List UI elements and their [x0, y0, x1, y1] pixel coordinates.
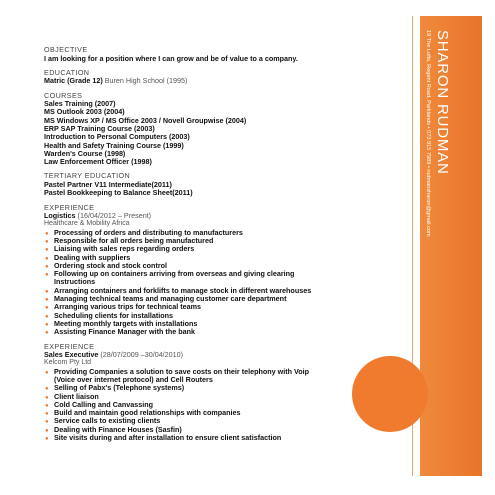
- bullet-icon: ●: [45, 402, 49, 409]
- bullet-icon: ●: [45, 305, 49, 312]
- bullet-icon: ●: [45, 255, 49, 262]
- bullet-icon: ●: [45, 247, 49, 254]
- list-item: ● Processing of orders and distributing to manufacturers: [45, 227, 243, 237]
- education-entry: [44, 77, 404, 85]
- course-item: Sales Training (2007): [44, 99, 116, 109]
- list-item-continuation: (Voice over internet protocol) and Cell Routers: [54, 374, 213, 384]
- list-item: ● Arranging various trips for technical teams: [45, 302, 201, 312]
- bullet-icon: ●: [45, 313, 49, 320]
- bullet-icon: ●: [45, 288, 49, 295]
- job-dates: (16/04/2012 – Present): [75, 211, 152, 221]
- job-title-row: [44, 212, 404, 220]
- job-title-row: [44, 351, 404, 359]
- course-item: Warden's Course (1998): [44, 148, 126, 158]
- list-item: ● Meeting monthly targets with installations: [45, 318, 198, 328]
- list-item: ● Dealing with suppliers: [45, 252, 131, 262]
- bullet-icon: ●: [45, 369, 49, 376]
- list-item: ● Build and maintain good relationships with companies: [45, 408, 241, 418]
- experience-heading: EXPERIENCE: [44, 341, 95, 351]
- courses-heading: COURSES: [44, 90, 83, 100]
- list-item: ● Managing technical teams and managing customer care department: [45, 294, 287, 304]
- education-heading: EDUCATION: [44, 67, 90, 77]
- tertiary-item: Pastel Partner V11 Intermediate(2011): [44, 179, 172, 189]
- bullet-icon: ●: [45, 272, 49, 279]
- objective-text: I am looking for a position where I can grow and be of value to a company.: [44, 53, 298, 63]
- list-item-continuation: Instructions: [54, 277, 96, 287]
- course-item: Law Enforcement Officer (1998): [44, 157, 152, 167]
- job-company: Healthcare & Mobility Africa: [44, 220, 130, 228]
- tertiary-heading: TERTIARY EDUCATION: [44, 171, 131, 181]
- bullet-icon: ●: [45, 238, 49, 245]
- resume-content: [44, 46, 404, 442]
- candidate-name: SHARON RUDMAN: [434, 30, 451, 175]
- list-item: ● Dealing with Finance Houses (Sasfin): [45, 424, 182, 434]
- bullet-icon: ●: [45, 386, 49, 393]
- course-item: ERP SAP Training Course (2003): [44, 123, 155, 133]
- list-item: ● Service calls to existing clients: [45, 416, 161, 426]
- list-item: ● Providing Companies a solution to save costs on their telephony with Voip: [45, 366, 310, 376]
- course-item: Health and Safety Training Course (1999): [44, 140, 184, 150]
- bullet-icon: ●: [45, 297, 49, 304]
- list-item: ● Liaising with sales reps regarding orders: [45, 244, 195, 254]
- experience-heading: EXPERIENCE: [44, 202, 95, 212]
- job-company: Kelcom Pty Ltd: [44, 359, 92, 367]
- job-duties-list-cont: [44, 384, 404, 442]
- bullet-icon: ●: [45, 263, 49, 270]
- list-item: ● Scheduling clients for installations: [45, 310, 174, 320]
- course-item: Introduction to Personal Computers (2003): [44, 132, 190, 142]
- job-duties-list-cont: [44, 287, 404, 337]
- list-item: ● Client liaison: [45, 391, 99, 401]
- sidebar-contact-block: [425, 30, 451, 237]
- job-title: Logistics: [44, 211, 76, 221]
- job-duties-list: [44, 368, 404, 376]
- objective-heading: OBJECTIVE: [44, 45, 88, 54]
- education-school: Buren High School (1995): [102, 76, 188, 86]
- course-item: MS Outlook 2003 (2004): [44, 107, 125, 117]
- job-dates: (28/07/2009 –30/04/2010): [98, 350, 184, 360]
- bullet-icon: ●: [45, 435, 49, 442]
- bullet-icon: ●: [45, 411, 49, 418]
- list-item: ● Selling of Pabx's (Telephone systems): [45, 383, 185, 393]
- list-item: ● Ordering stock and stock control: [45, 260, 168, 270]
- tertiary-item: Pastel Bookkeeping to Balance Sheet(2011): [44, 188, 193, 198]
- bullet-icon: ●: [45, 321, 49, 328]
- bullet-icon: ●: [45, 427, 49, 434]
- list-item: ● Responsible for all orders being manufactured: [45, 235, 214, 245]
- contact-address: 19 The Lofts, Regent Road, Parklands • 073 915 7989 • rudmansharon@gmail.com: [425, 30, 431, 237]
- bullet-icon: ●: [45, 394, 49, 401]
- list-item: ● Following up on containers arriving from overseas and giving clearing: [45, 269, 295, 279]
- course-item: MS Windows XP / MS Office 2003 / Novell Groupwise (2004): [44, 115, 247, 125]
- bullet-icon: ●: [45, 419, 49, 426]
- education-qualification: Matric (Grade 12): [44, 76, 103, 86]
- list-item: ● Site visits during and after installation to ensure client satisfaction: [45, 432, 282, 442]
- job-duties-list: [44, 229, 404, 279]
- list-item: ● Arranging containers and forklifts to manage stock in different warehouses: [45, 285, 312, 295]
- list-item: ● Cold Calling and Canvassing: [45, 399, 154, 409]
- job-title: Sales Executive: [44, 350, 99, 360]
- bullet-icon: ●: [45, 330, 49, 337]
- bullet-icon: ●: [45, 230, 49, 237]
- list-item: ● Assisting Finance Manager with the bank: [45, 327, 195, 337]
